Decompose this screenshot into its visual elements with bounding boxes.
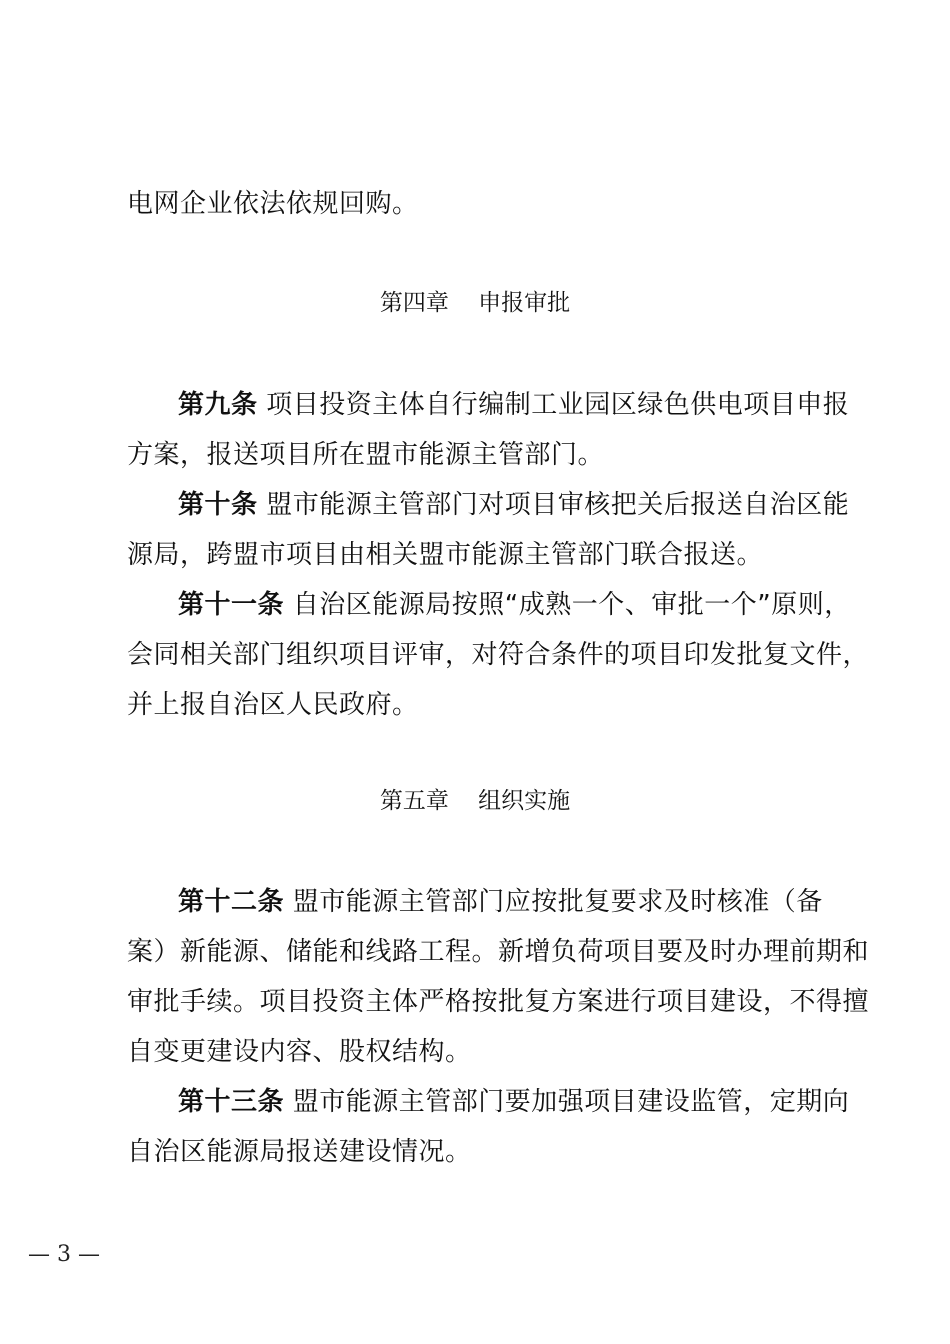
article-10-line-2: 源局，跨盟市项目由相关盟市能源主管部门联合报送。 — [127, 540, 764, 570]
article-12-label: 第十二条 — [178, 887, 285, 917]
article-11-label: 第十一条 — [178, 590, 285, 620]
article-11-line-1 — [178, 588, 851, 622]
article-11-line-2: 会同相关部门组织项目评审，对符合条件的项目印发批复文件， — [127, 640, 870, 670]
article-13-line-1 — [178, 1085, 849, 1119]
article-9-line-1 — [178, 388, 849, 422]
chapter-4-title: 申报审批 — [478, 290, 571, 316]
article-12-text-1: 盟市能源主管部门应按批复要求及时核准（备 — [292, 887, 823, 917]
article-9-line-2: 方案，报送项目所在盟市能源主管部门。 — [127, 440, 605, 470]
article-12-line-2: 案）新能源、储能和线路工程。新增负荷项目要及时办理前期和 — [127, 937, 870, 967]
article-10-label: 第十条 — [178, 490, 258, 520]
article-12-line-4: 自变更建设内容、股权结构。 — [127, 1037, 472, 1067]
page-number: — 3 — — [28, 1242, 100, 1267]
article-9-text-1: 项目投资主体自行编制工业园区绿色供电项目申报 — [266, 390, 850, 420]
article-10-line-1 — [178, 488, 849, 522]
chapter-5-title: 组织实施 — [478, 788, 571, 814]
article-11-line-3: 并上报自治区人民政府。 — [127, 690, 419, 720]
article-12-line-1 — [178, 885, 823, 919]
article-13-text-1: 盟市能源主管部门要加强项目建设监管，定期向 — [292, 1087, 850, 1117]
article-11-text-1: 自治区能源局按照“成熟一个、审批一个”原则， — [292, 590, 851, 620]
article-9-label: 第九条 — [178, 390, 258, 420]
article-13-label: 第十三条 — [178, 1087, 285, 1117]
chapter-5-heading — [0, 786, 950, 816]
chapter-5-label: 第五章 — [379, 788, 449, 814]
continuation-line: 电网企业依法依规回购。 — [127, 189, 419, 219]
article-10-text-1: 盟市能源主管部门对项目审核把关后报送自治区能 — [266, 490, 850, 520]
chapter-4-heading — [0, 288, 950, 318]
article-13-line-2: 自治区能源局报送建设情况。 — [127, 1137, 472, 1167]
chapter-4-label: 第四章 — [379, 290, 449, 316]
article-12-line-3: 审批手续。项目投资主体严格按批复方案进行项目建设，不得擅 — [127, 987, 870, 1017]
